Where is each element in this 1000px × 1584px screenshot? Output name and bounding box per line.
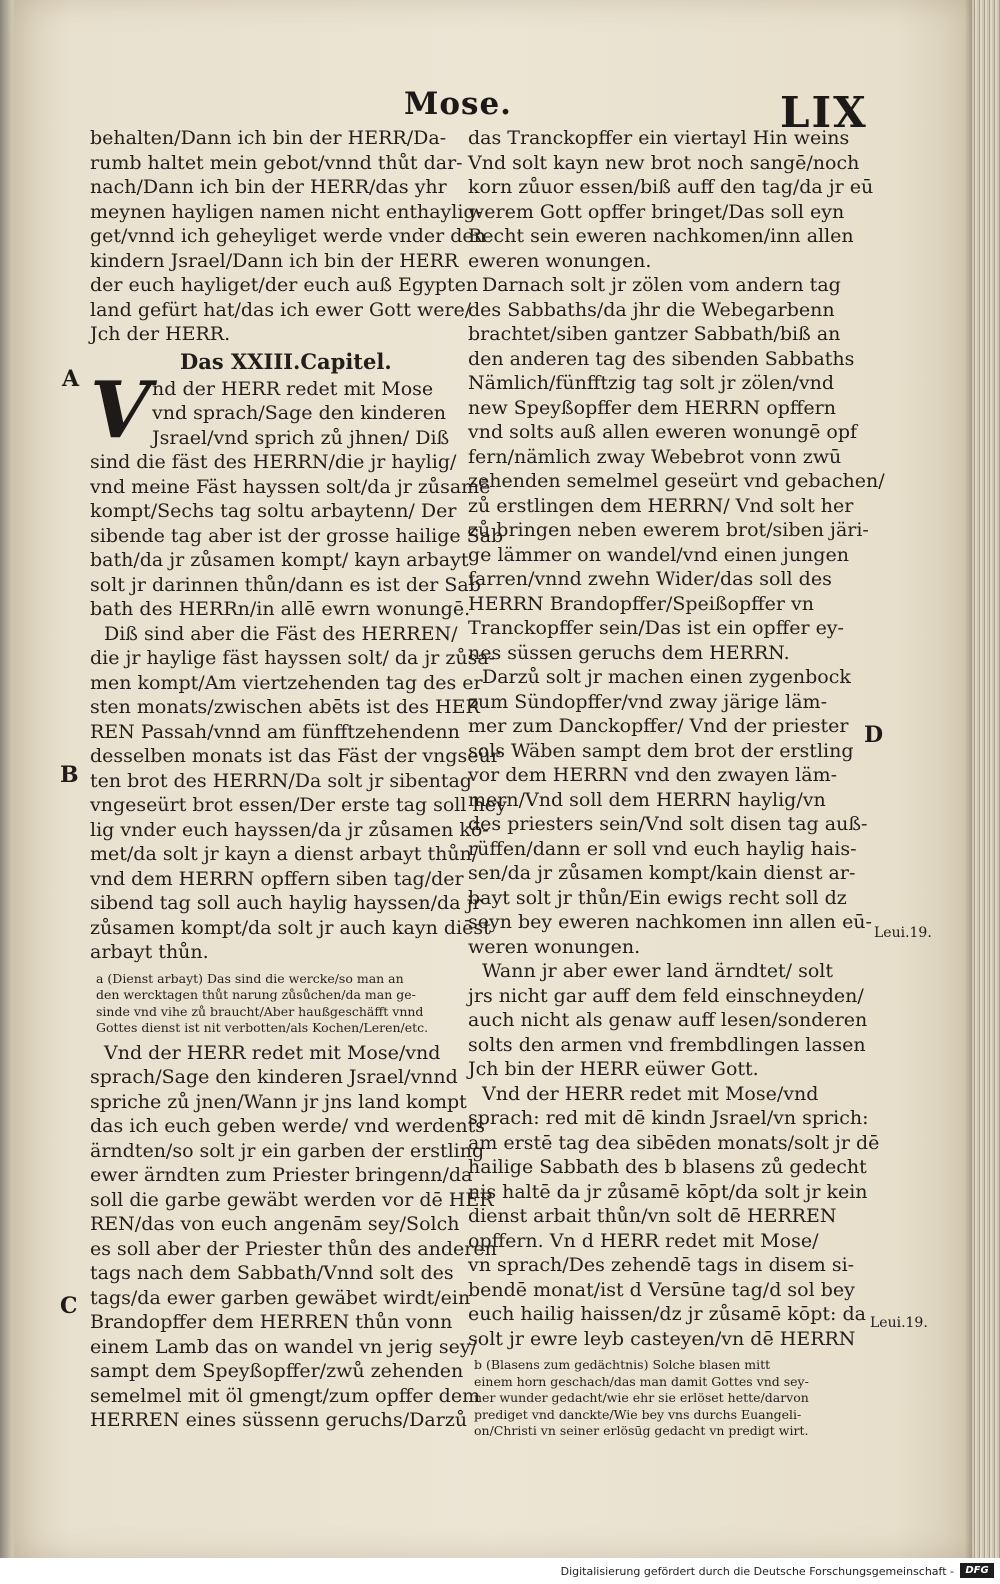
text-line: solt jr darinnen thůn/dann es ist der Sab [90,573,481,596]
margin-letter-d: D [864,722,884,748]
text-line: opffern. Vn d HERR redet mit Mose/ [468,1229,819,1252]
decorated-initial: V [90,364,151,456]
note-line: einem horn geschach/das man damit Gottes vnd sey- [474,1373,809,1389]
text-line: desselben monats ist das Fäst der vngseür [90,745,500,767]
text-line: ge lämmer on wandel/vnd einen jungen [468,543,849,566]
left-text-column [90,126,507,1433]
text-line: farren/vnnd zwehn Wider/das soll des [468,568,832,590]
text-line: zů erstlingen dem HERRN/ Vnd solt her [468,494,854,517]
text-line: Vnd der HERR redet mit Mose/vnd [482,1082,819,1105]
note-line: b (Blasens zum gedächtnis) Solche blasen mitt [474,1357,771,1372]
text-line: der euch hayliget/der euch auß Egypten [90,274,479,296]
text-line: new Speyßopffer dem HERRN opffern [468,396,836,419]
text-line: solt jr ewre leyb casteyen/vn dē HERRN [468,1327,856,1350]
note-line: a (Dienst arbayt) Das sind die wercke/so man an [96,970,404,986]
text-line: Recht sein eweren nachkomen/inn allen [468,225,854,247]
text-line: weren wonungen. [468,935,641,958]
text-line: Jsrael/vnd sprich zů jhnen/ Diß [152,426,450,449]
note-line: sinde vnd vihe zů braucht/Aber haußgeschäfft vnnd [96,1003,424,1019]
text-line: sen/da jr zůsamen kompt/kain dienst ar- [468,862,856,884]
text-line: bath des HERRn/in allē ewrn wonungē. [90,598,471,620]
text-line: meynen hayligen namen nicht enthaylig- [90,200,483,223]
text-line: sind die fäst des HERRN/die jr haylig/ [90,451,457,473]
margin-letter-a: A [62,366,80,392]
text-line: ten brot des HERRN/Da solt jr sibentag [90,769,472,792]
text-line: Tranckopffer sein/Das ist ein opffer ey- [468,617,844,639]
text-line: vor dem HERRN vnd den zwayen läm- [468,764,838,786]
text-line: sprach/Sage den kinderen Jsrael/vnnd [90,1066,458,1088]
text-line: mer zum Danckopffer/ Vnd der priester [468,715,849,737]
text-line: semelmel mit öl gmengt/zum opffer dem [90,1384,481,1407]
page-stack-edges [972,0,1000,1558]
text-line: Brandopffer dem HERREN thůn vonn [90,1311,453,1333]
text-line: nes süssen geruchs dem HERRN. [468,641,790,664]
text-line: auch nicht als genaw auff lesen/sonderen [468,1009,868,1031]
text-line: nd der HERR redet mit Mose [152,377,434,400]
text-line: vnd dem HERRN opffern siben tag/der [90,867,464,890]
text-line: Vnd solt kayn new brot noch sangē/noch [468,151,860,174]
text-line: sibende tag aber ist der grosse hailige Sab [90,524,504,547]
text-line: spriche zů jnen/Wann jr jns land kompt [90,1090,467,1113]
text-line: arbayt thůn. [90,941,209,963]
text-line: euch hailig haissen/dz jr zůsamē kōpt: da [468,1303,866,1325]
text-line: vnd meine Fäst hayssen solt/da jr zůsamē [90,475,491,498]
note-line: on/Christi vn seiner erlösūg gedacht vn predigt wirt. [474,1423,809,1438]
text-line: vn sprach/Des zehendē tags in disem si- [468,1254,855,1276]
text-line: nis haltē da jr zůsamē kōpt/da solt jr kein [468,1180,868,1203]
text-line: die jr haylige fäst hayssen solt/ da jr zůsa- [90,647,496,669]
text-line: HERRN Brandopffer/Speißopffer vn [468,592,814,615]
text-line: land gefürt hat/das ich ewer Gott were/ [90,298,472,321]
text-line: einem Lamb das on wandel vn jerig sey/ [90,1335,478,1358]
text-line: rumb haltet mein gebot/vnnd thůt dar- [90,151,463,174]
text-line: vnd sprach/Sage den kinderen [152,402,447,424]
text-line: behalten/Dann ich bin der HERR/Da- [90,127,447,149]
text-line: zum Sündopffer/vnd zway järige läm- [468,690,827,713]
text-line: men kompt/Am viertzehenden tag des er [90,671,483,694]
text-line: Wann jr aber ewer land ärndtet/ solt [482,960,833,982]
text-line: kindern Jsrael/Dann ich bin der HERR [90,249,459,272]
chapter-heading: Das XXIII.Capitel. [180,348,392,374]
text-line: nach/Dann ich bin der HERR/das yhr [90,176,447,198]
text-line: des priesters sein/Vnd solt disen tag auß- [468,813,868,835]
right-text-column [468,126,885,1444]
folio-number: LIX [780,88,868,137]
text-line: tags nach dem Sabbath/Vnnd solt des [90,1262,454,1284]
text-line: ärndten/so solt jr ein garben der erstling [90,1139,485,1162]
text-line: Darnach solt jr zölen vom andern tag [482,274,841,296]
text-line: sprach: red mit dē kindn Jsrael/vn sprich: [468,1107,869,1129]
text-line: seyn bey eweren nachkomen inn allen eū- [468,911,872,933]
text-line: REN Passah/vnnd am fünfftzehendenn [90,720,460,743]
text-line: brachtet/siben gantzer Sabbath/biß an [468,323,841,345]
text-line: sols Wäben sampt dem brot der erstling [468,739,854,762]
text-line: den anderen tag des sibenden Sabbaths [468,347,855,370]
digitization-footer [0,1558,1000,1584]
text-line: eweren wonungen. [468,249,652,272]
margin-letter-c: C [60,1293,78,1319]
text-line: fern/nämlich zway Webebrot vonn zwū [468,445,842,468]
text-line: get/vnnd ich geheyliget werde vnder den [90,225,486,247]
text-line: werem Gott opffer bringet/Das soll eyn [468,200,845,223]
left-mid-paragraph [90,450,507,965]
note-line: Gottes dienst ist nit verbotten/als Kochen/Leren/etc. [96,1020,429,1035]
text-line: Darzů solt jr machen einen zygenbock [482,666,851,688]
text-line: Jch der HERR. [90,323,231,345]
text-line: bath/da jr zůsamen kompt/ kayn arbayt [90,549,469,571]
text-line: bendē monat/ist d Versūne tag/d sol bey [468,1278,855,1301]
funding-credit: Digitalisierung gefördert durch die Deutsche Forschungsgemeinschaft - [560,1565,954,1578]
text-line: das Tranckopffer ein viertayl Hin weins [468,127,850,149]
text-line: solts den armen vnd frembdlingen lassen [468,1033,866,1056]
left-bottom-paragraph [90,1041,497,1433]
text-line: bayt solt jr thůn/Ein ewigs recht soll dz [468,886,847,909]
text-line: met/da solt jr kayn a dienst arbayt thůn/ [90,843,479,865]
text-line: ewer ärndten zum Priester bringenn/da [90,1164,473,1186]
text-line: es soll aber der Priester thůn des anderen [90,1237,497,1260]
text-line: HERREN eines süssenn geruchs/Darzů [90,1409,468,1431]
margin-reference-leviticus-1: Leui.19. [874,925,932,941]
text-line: dienst arbait thůn/vn solt dē HERREN [468,1205,837,1227]
footnote-b [474,1357,862,1440]
text-line: Jch bin der HERR eüwer Gott. [468,1058,759,1080]
footnote-a [96,971,450,1037]
running-header-title: Mose. [404,86,512,122]
right-main-text [468,126,885,1351]
text-line: Nämlich/fünfftzig tag solt jr zölen/vnd [468,372,834,394]
text-line: zůsamen kompt/da solt jr auch kayn diēst [90,916,491,939]
text-line: sibend tag soll auch haylig hayssen/da jr [90,892,482,914]
left-top-paragraph [90,126,486,347]
text-line: zů bringen neben ewerem brot/siben järi- [468,519,869,541]
margin-reference-leviticus-2: Leui.19. [870,1315,928,1331]
text-line: zehenden semelmel geseürt vnd gebachen/ [468,470,885,492]
text-line: REN/das von euch angenām sey/Solch [90,1213,460,1235]
text-line: Vnd der HERR redet mit Mose/vnd [104,1041,441,1064]
initial-paragraph [90,364,450,456]
text-line: Diß sind aber die Fäst des HERREN/ [104,622,458,645]
text-line: jrs nicht gar auff dem feld einschneyden/ [468,984,864,1007]
text-line: soll die garbe gewäbt werden vor dē HER [90,1188,494,1211]
text-line: tags/da ewer garben gewäbet wirdt/ein [90,1286,471,1309]
note-line: prediget vnd danckte/Wie bey vns durchs Euangeli- [474,1406,802,1422]
text-line: das ich euch geben werde/ vnd werdents [90,1115,485,1137]
margin-letter-b: B [60,762,79,788]
note-line: den wercktagen thůt narung zůsůchen/da man ge- [96,987,416,1002]
text-line: lig vnder euch hayssen/da jr zůsamen kō- [90,818,489,841]
text-line: rüffen/dann er soll vnd euch haylig hais- [468,837,857,860]
text-line: sten monats/zwischen abēts ist des HER [90,696,480,718]
text-line: hailige Sabbath des b blasens zů gedecht [468,1156,867,1178]
text-line: sampt dem Speyßopffer/zwů zehenden [90,1360,464,1382]
text-line: am erstē tag dea sibēden monats/solt jr dē [468,1131,880,1154]
text-line: mern/Vnd soll dem HERRN haylig/vn [468,788,826,811]
text-line: vnd solts auß allen eweren wonungē opf [468,421,858,443]
text-line: des Sabbaths/da jhr die Webegarbenn [468,298,835,321]
text-line: korn zůuor essen/biß auff den tag/da jr eū [468,176,874,198]
note-line: ner wunder gedacht/wie ehr sie erlöset hette/darvon [474,1390,809,1405]
dfg-logo: DFG [960,1563,994,1578]
text-line: vngeseürt brot essen/Der erste tag soll hey [90,794,507,816]
text-line: kompt/Sechs tag soltu arbaytenn/ Der [90,500,457,522]
